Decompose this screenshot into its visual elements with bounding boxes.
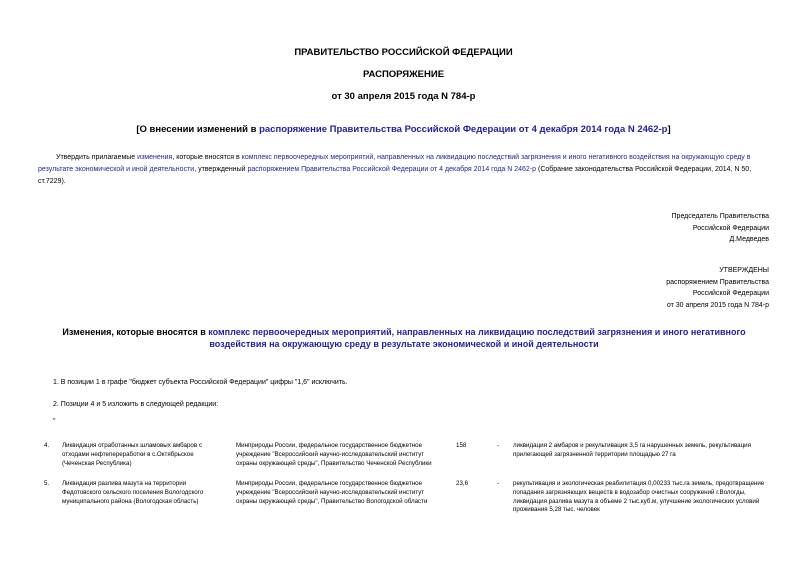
quote-mark: " [53, 418, 56, 425]
subject-prefix: [О внесении изменений в [136, 124, 260, 135]
table-cell-federal: 158 [456, 442, 467, 449]
table-cell-result: рекультивация и экологическая реабилитация 0,00233 тыс.га земель, предотвращение попадания загрязняющих веществ в водозабор очистных сооружений г.Вологды, ликвидация разлива мазута в объеме 2 тыс.куб.м, улучшение экологических условий проживания 5,28 тыс. человек [513, 480, 765, 514]
list-item: 2. Позиции 4 и 5 изложить в следующей редакции: [53, 401, 219, 408]
table-cell-regional: - [497, 480, 500, 487]
complex-link[interactable]: комплекс первоочередных мероприятий, направленных на ликвидацию последствий загрязнения и иного негативного воздействия на окружающую среду в результате экономической и иной деятельности [38, 154, 751, 173]
signature-block [672, 211, 769, 246]
approval-line: от 30 апреля 2015 года N 784-р [666, 301, 769, 309]
list-item: 1. В позиции 1 в графе "бюджет субъекта Российской Федерации" цифры "1,6" исключить. [53, 379, 348, 386]
changes-link[interactable]: изменения [137, 154, 173, 161]
signature-line: Д.Медведев [729, 236, 769, 243]
signature-line: Российской Федерации [692, 224, 769, 232]
approval-line: распоряжением Правительства [666, 278, 769, 286]
subject-link[interactable]: распоряжение Правительства Российской Федерации от 4 декабря 2014 года N 2462-р [259, 124, 668, 135]
approval-line: УТВЕРЖДЕНЫ [719, 267, 769, 274]
table-cell-num: 5. [44, 480, 50, 487]
paragraph-text: , утвержденный [194, 166, 248, 173]
table-cell-responsible: Минприроды России, федеральное государственное бюджетное учреждение "Всероссийский научно-исследовательский институт охраны окружающей среды", Правительство Чеченской Республики [236, 442, 432, 467]
document-type: РАСПОРЯЖЕНИЕ [362, 69, 445, 80]
table-cell-name: Ликвидация разлива мазута на территории Федотовского сельского поселения Вологодского муниципального района (Вологодская область) [62, 480, 204, 505]
document-subject [0, 124, 807, 135]
changes-title [36, 326, 772, 350]
changes-title-link[interactable]: комплекс первоочередных мероприятий, направленных на ликвидацию последствий загрязнения и иного негативного воздействия на окружающую среду в результате экономической и иной деятельности [208, 327, 746, 349]
paragraph-text: Утвердить прилагаемые [56, 154, 138, 161]
table-cell-responsible: Минприроды России, федеральное государственное бюджетное учреждение "Всероссийский научно-исследовательский институт охраны окружающей среды", Правительство Вологодской области [236, 480, 428, 505]
document-date-number: от 30 апреля 2015 года N 784-р [331, 91, 476, 102]
main-paragraph [38, 152, 776, 188]
table-cell-num: 4. [44, 442, 50, 449]
changes-title-prefix: Изменения, которые вносятся в [62, 327, 209, 337]
approval-block [666, 265, 769, 311]
table-cell-result: ликвидация 2 амбаров и рекультивация 3,5 га нарушенных земель, рекультивация прилегающей загрязненной территории площадью 27 га [513, 442, 751, 458]
order-link[interactable]: распоряжением Правительства Российской Федерации от 4 декабря 2014 года N 2462-р [247, 166, 537, 173]
table-cell-federal: 23,6 [456, 480, 469, 487]
table-cell-name: Ликвидация отработанных шламовых амбаров с отходами нефтепереработки в с.Октябрьское (Чеченская Республика) [62, 442, 202, 467]
table-cell-regional: - [497, 442, 500, 449]
signature-line: Председатель Правительства [671, 213, 769, 220]
paragraph-text: (Собрание законодательства Российской Федерации, 2014, N 50, ст.7229). [38, 166, 752, 185]
government-heading: ПРАВИТЕЛЬСТВО РОССИЙСКОЙ ФЕДЕРАЦИИ [294, 47, 513, 58]
approval-line: Российской Федерации [692, 290, 769, 297]
paragraph-text: , которые вносятся в [172, 154, 242, 161]
subject-suffix: ] [667, 124, 671, 135]
